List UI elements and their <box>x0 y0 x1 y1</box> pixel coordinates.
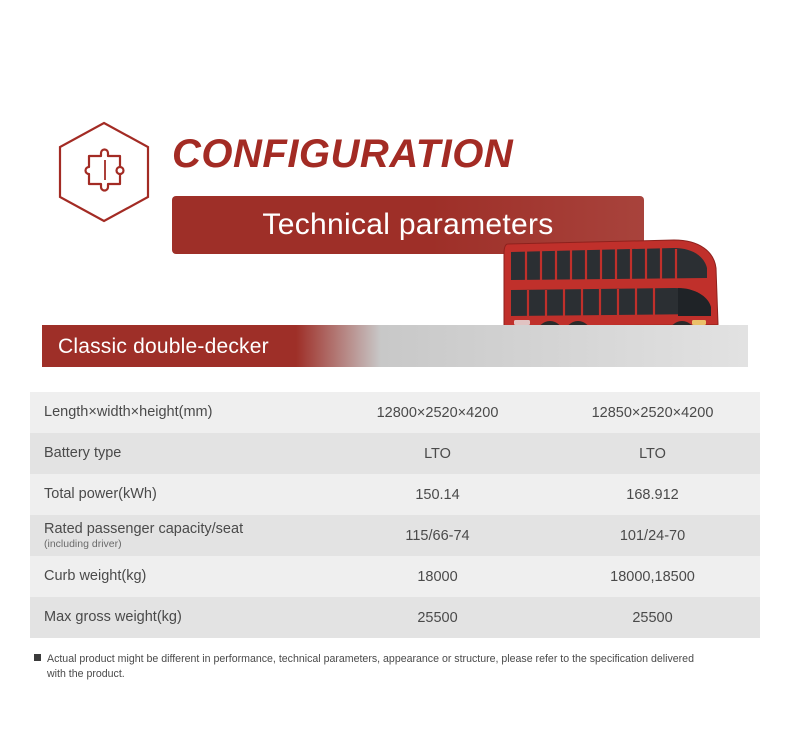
row-sublabel-text: (including driver) <box>44 537 122 550</box>
table-row <box>30 392 760 433</box>
row-label <box>30 474 330 515</box>
row-value-col1: 18000 <box>330 556 545 597</box>
row-label-text: Rated passenger capacity/seat <box>44 520 244 537</box>
row-label <box>30 392 330 433</box>
table-row <box>30 556 760 597</box>
row-value-col1: 150.14 <box>330 474 545 515</box>
footnote <box>34 652 760 683</box>
row-label <box>30 515 330 556</box>
header <box>0 58 790 241</box>
row-value-col1: 12800×2520×4200 <box>330 392 545 433</box>
row-value-col2: 168.912 <box>545 474 760 515</box>
table-row <box>30 433 760 474</box>
row-value-col1: 25500 <box>330 597 545 638</box>
row-label-text: Total power(kWh) <box>44 486 157 503</box>
row-label-text: Battery type <box>44 445 122 462</box>
row-value-col1: 115/66-74 <box>330 515 545 556</box>
table-row <box>30 597 760 638</box>
row-label-text: Length×width×height(mm) <box>44 404 213 421</box>
table-row <box>30 515 760 556</box>
row-value-col2: 12850×2520×4200 <box>545 392 760 433</box>
row-label <box>30 433 330 474</box>
row-label <box>30 556 330 597</box>
row-value-col2: 18000,18500 <box>545 556 760 597</box>
page-title: CONFIGURATION <box>172 132 514 176</box>
row-value-col1: LTO <box>330 433 545 474</box>
subtitle-text: Technical parameters <box>262 208 554 241</box>
row-value-col2: 25500 <box>545 597 760 638</box>
row-label-text: Curb weight(kg) <box>44 568 147 585</box>
row-label <box>30 597 330 638</box>
table-row <box>30 474 760 515</box>
bullet-square-icon <box>34 654 41 661</box>
section-heading-text: Classic double-decker <box>58 335 269 358</box>
footnote-line-1: Actual product might be different in performance, technical parameters, appearance or structure, please refer to the specification delivered <box>47 653 694 665</box>
puzzle-hexagon-icon <box>56 120 152 224</box>
footnote-line-2: with the product. <box>47 668 125 681</box>
specs-table <box>30 392 760 638</box>
row-label-text: Max gross weight(kg) <box>44 609 182 626</box>
row-value-col2: 101/24-70 <box>545 515 760 556</box>
row-value-col2: LTO <box>545 433 760 474</box>
